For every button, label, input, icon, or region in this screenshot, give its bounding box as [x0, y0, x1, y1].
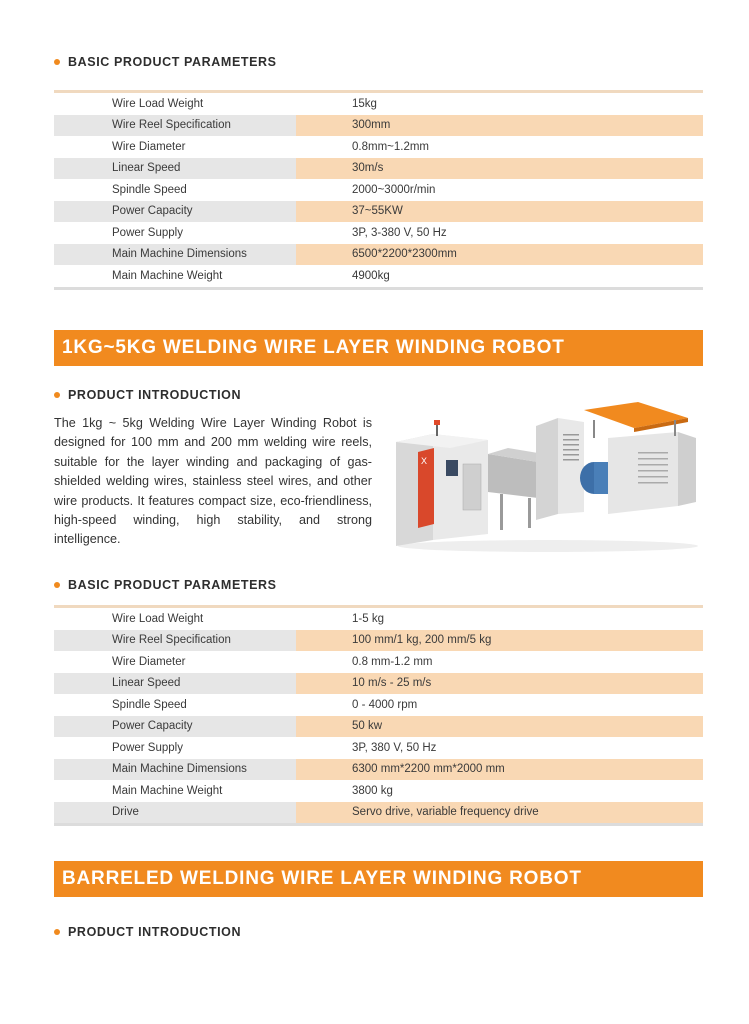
table-row	[54, 737, 703, 759]
param-value: 300mm	[296, 115, 703, 137]
table-row	[54, 651, 703, 673]
param-value: 100 mm/1 kg, 200 mm/5 kg	[296, 630, 703, 652]
param-label: Power Supply	[112, 741, 183, 754]
table-row	[54, 115, 703, 137]
section-title-2: 1KG~5KG WELDING WIRE LAYER WINDING ROBOT	[62, 337, 565, 358]
param-value: 0.8 mm-1.2 mm	[352, 655, 433, 668]
params-rows-2	[54, 608, 703, 823]
param-value: 6300 mm*2200 mm*2000 mm	[296, 759, 703, 781]
param-label: Linear Speed	[54, 673, 296, 695]
intro-heading-3-text: PRODUCT INTRODUCTION	[68, 925, 242, 939]
table-row	[54, 759, 703, 781]
param-value: 15kg	[352, 97, 377, 110]
param-value: 50 kw	[296, 716, 703, 738]
table-row	[54, 673, 703, 695]
bullet-dot-icon	[54, 59, 60, 65]
param-label: Spindle Speed	[112, 698, 187, 711]
table-row	[54, 608, 703, 630]
param-value: 10 m/s - 25 m/s	[296, 673, 703, 695]
svg-text:X: X	[421, 456, 428, 466]
params-table-1	[54, 90, 703, 290]
param-value: 30m/s	[296, 158, 703, 180]
param-label: Drive	[54, 802, 296, 824]
param-value: 3800 kg	[352, 784, 393, 797]
params-rows-1	[54, 93, 703, 287]
intro-paragraph-2: The 1kg ~ 5kg Welding Wire Layer Winding Robot is designed for 100 mm and 200 mm welding wire reels, suitable for the layer winding and packaging of gas-shielded welding wires, stainless steel wires, and other wire products. It features compact size, eco-friendliness, high-speed winding, high stability, and strong intelligence.	[54, 416, 372, 547]
intro-heading-2	[54, 388, 241, 402]
table-row	[54, 244, 703, 266]
table-row	[54, 201, 703, 223]
param-label: Main Machine Dimensions	[54, 759, 296, 781]
param-label: Wire Load Weight	[112, 612, 204, 625]
bullet-dot-icon	[54, 392, 60, 398]
params-heading-1	[54, 55, 277, 69]
table-row	[54, 630, 703, 652]
param-label: Wire Load Weight	[112, 97, 204, 110]
param-value: 4900kg	[352, 269, 390, 282]
table-row	[54, 694, 703, 716]
table-bottom-line	[54, 287, 703, 290]
param-label: Wire Reel Specification	[54, 115, 296, 137]
table-row	[54, 93, 703, 115]
param-label: Main Machine Weight	[112, 784, 223, 797]
param-value: Servo drive, variable frequency drive	[296, 802, 703, 824]
param-label: Power Capacity	[54, 201, 296, 223]
section-banner-1kg-5kg	[54, 330, 703, 366]
param-label: Spindle Speed	[112, 183, 187, 196]
params-heading-1-text: BASIC PRODUCT PARAMETERS	[68, 55, 277, 69]
param-label: Wire Diameter	[112, 140, 186, 153]
param-label: Power Supply	[112, 226, 183, 239]
params-heading-2	[54, 578, 277, 592]
param-value: 2000~3000r/min	[352, 183, 436, 196]
param-value: 6500*2200*2300mm	[296, 244, 703, 266]
param-value: 1-5 kg	[352, 612, 384, 625]
table-row	[54, 802, 703, 824]
winding-robot-machine-image	[388, 394, 703, 554]
table-row	[54, 780, 703, 802]
param-label: Wire Diameter	[112, 655, 186, 668]
table-row	[54, 222, 703, 244]
table-row	[54, 136, 703, 158]
table-row	[54, 265, 703, 287]
params-heading-2-text: BASIC PRODUCT PARAMETERS	[68, 578, 277, 592]
table-bottom-line	[54, 823, 703, 826]
param-value: 3P, 380 V, 50 Hz	[352, 741, 437, 754]
param-label: Wire Reel Specification	[54, 630, 296, 652]
param-value: 0 - 4000 rpm	[352, 698, 418, 711]
param-value: 3P, 3-380 V, 50 Hz	[352, 226, 447, 239]
section-banner-barreled	[54, 861, 703, 897]
param-label: Main Machine Dimensions	[54, 244, 296, 266]
bullet-dot-icon	[54, 929, 60, 935]
params-table-2	[54, 605, 703, 826]
section-title-3: BARRELED WELDING WIRE LAYER WINDING ROBOT	[62, 868, 582, 889]
param-value: 37~55KW	[296, 201, 703, 223]
table-row	[54, 179, 703, 201]
bullet-dot-icon	[54, 582, 60, 588]
param-value: 0.8mm~1.2mm	[352, 140, 430, 153]
param-label: Power Capacity	[54, 716, 296, 738]
table-row	[54, 158, 703, 180]
param-label: Main Machine Weight	[112, 269, 223, 282]
intro-heading-2-text: PRODUCT INTRODUCTION	[68, 388, 242, 402]
param-label: Linear Speed	[54, 158, 296, 180]
intro-heading-3	[54, 925, 241, 939]
table-row	[54, 716, 703, 738]
